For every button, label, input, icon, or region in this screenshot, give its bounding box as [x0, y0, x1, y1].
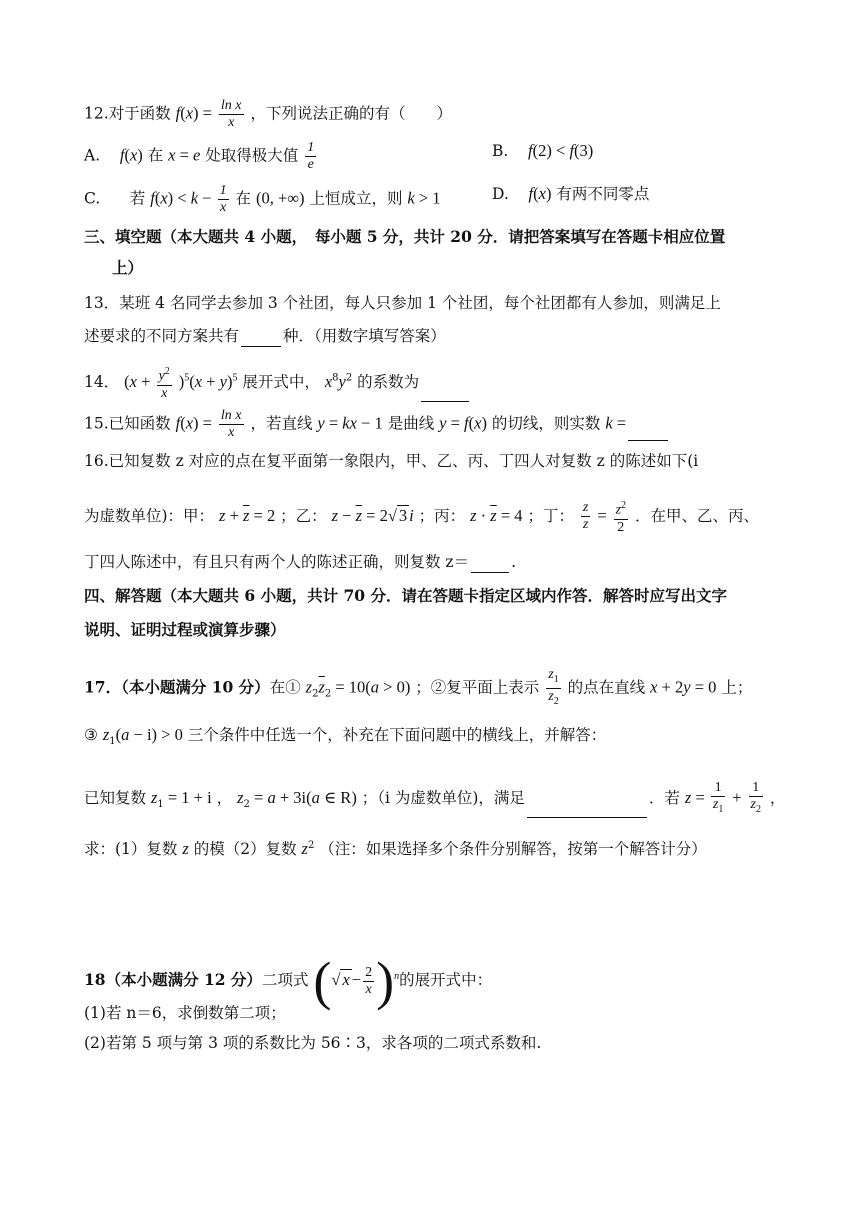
section3-heading-cont: 上） — [112, 258, 144, 277]
q18-part1: (1)若 n＝6，求倒数第二项； — [84, 1004, 286, 1022]
q17-line1: 17．（本小题满分 10 分）在① $z_2\overline{z}_2 = 10(a > 0)$ ；②复平面上表示 $\frac{z_1}{z_2}$ 的点在直线 x + 2y = 0 上； — [84, 667, 752, 710]
fraction-lnx-over-x: $\frac{\text{ln x}}{x}$ — [220, 408, 242, 440]
fraction-2-over-x: $\frac{2}{x}$ — [365, 964, 373, 997]
q16-line1: 16.已知复数 z 对应的点在复平面第一象限内，甲、乙、丙、丁四人对复数 z 的陈述如下(i — [84, 452, 699, 470]
fraction-z2-over-2: $\frac{z^2}{2}$ — [615, 500, 627, 535]
q12-option-c: C. 若 f(x) < k − $\frac{1}{x}$ 在 (0, +∞) 上恒成立，则 k > 1 — [84, 183, 441, 215]
q12-stem: 12.对于函数 f(x) = $\frac{\text{ln x}}{x}$ ，下列说法正确的有（ ） — [84, 98, 452, 130]
q14-line: 14． (x + $\frac{y^2}{x}$ )$^5(x + y)^5$ 展开式中， $x^8y^2$ 的系数为 — [84, 364, 471, 402]
answer-blank — [421, 379, 469, 402]
fraction-z1-over-z2: $\frac{z_1}{z_2}$ — [548, 667, 559, 707]
q18-stem: 18（本小题满分 12 分）二项式 (√ x − $\frac{2}{x}$ )$^n$的展开式中： — [84, 951, 493, 1012]
answer-blank — [628, 418, 668, 441]
answer-blank — [471, 550, 509, 573]
q18-part2: (2)若第 5 项与第 3 项的系数比为 56∶3，求各项的二项式系数和. — [84, 1034, 542, 1052]
q13-line2: 述要求的不同方案共有 种．（用数字填写答案） — [84, 324, 446, 347]
fraction-z-over-zbar: $\frac{z}{z}$ — [582, 500, 589, 533]
fraction-y2-over-x: $\frac{y^2}{x}$ — [158, 366, 170, 401]
fraction-1-over-z2: $\frac{1}{z_2}$ — [750, 780, 761, 815]
q15-line: 15.已知函数 f(x) = $\frac{\text{ln x}}{x}$ ，若直线 y = kx − 1 是曲线 y = f(x) 的切线，则实数 k = — [84, 408, 670, 441]
section4-heading-cont: 说明、证明过程或演算步骤） — [84, 620, 286, 639]
fraction-1-over-e: $\frac{1}{e}$ — [307, 140, 315, 172]
q17-line4: 求：(1）复数 z 的模（2）复数 $z^2$ （注：如果选择多个条件分别解答，按第一个解答计分） — [84, 839, 707, 859]
q17-line3: 已知复数 $z_1 = 1 + i$ ， $z_2 = a + 3i(a$ ∈ R) ；（i 为虚数单位)，满足 ．若 z = $\frac{1}{z_1}$ + $\frac{1}{z_2}$ ， — [84, 780, 785, 818]
answer-blank — [527, 795, 647, 818]
section4-heading: 四、解答题（本大题共 6 小题，共计 70 分．请在答题卡指定区域内作答．解答时应写出文字 — [84, 586, 727, 605]
q12-option-d: D. f(x) 有两不同零点 — [492, 184, 650, 203]
q12-option-a: A. f(x) 在 x = e 处取得极大值 $\frac{1}{e}$ — [84, 140, 315, 172]
section3-heading: 三、填空题（本大题共 4 小题， 每小题 5 分，共计 20 分．请把答案填写在答题卡相应位置 — [84, 227, 726, 246]
answer-blank — [241, 324, 281, 347]
q12-option-b: B. f(2) < f(3) — [492, 141, 594, 160]
fraction-lnx-over-x: $\frac{\text{ln x}}{x}$ — [220, 98, 242, 130]
fraction-1-over-z1: $\frac{1}{z_1}$ — [712, 780, 724, 815]
q16-line3: 丁四人陈述中，有且只有两个人的陈述正确，则复数 z＝ . — [84, 550, 516, 573]
q16-line2: 为虚数单位)：甲： $z + \overline{z} = 2$ ；乙： $z - \overline{z} = 2√$ 3 i ；丙： $z \cdot \overline{z} = 4$ ；丁： $\frac{z}{z}$ = $\frac{z^2}{2}$ ．在甲、乙、丙、 — [84, 500, 759, 535]
q13-line1: 13．某班 4 名同学去参加 3 个社团，每人只参加 1 个社团，每个社团都有人参加，则满足上 — [84, 294, 721, 312]
q17-line2: ③ $z_1(a - i) > 0$ 三个条件中任选一个，补充在下面问题中的横线上，并解答： — [84, 725, 607, 748]
fraction-1-over-x: $\frac{1}{x}$ — [219, 183, 227, 215]
